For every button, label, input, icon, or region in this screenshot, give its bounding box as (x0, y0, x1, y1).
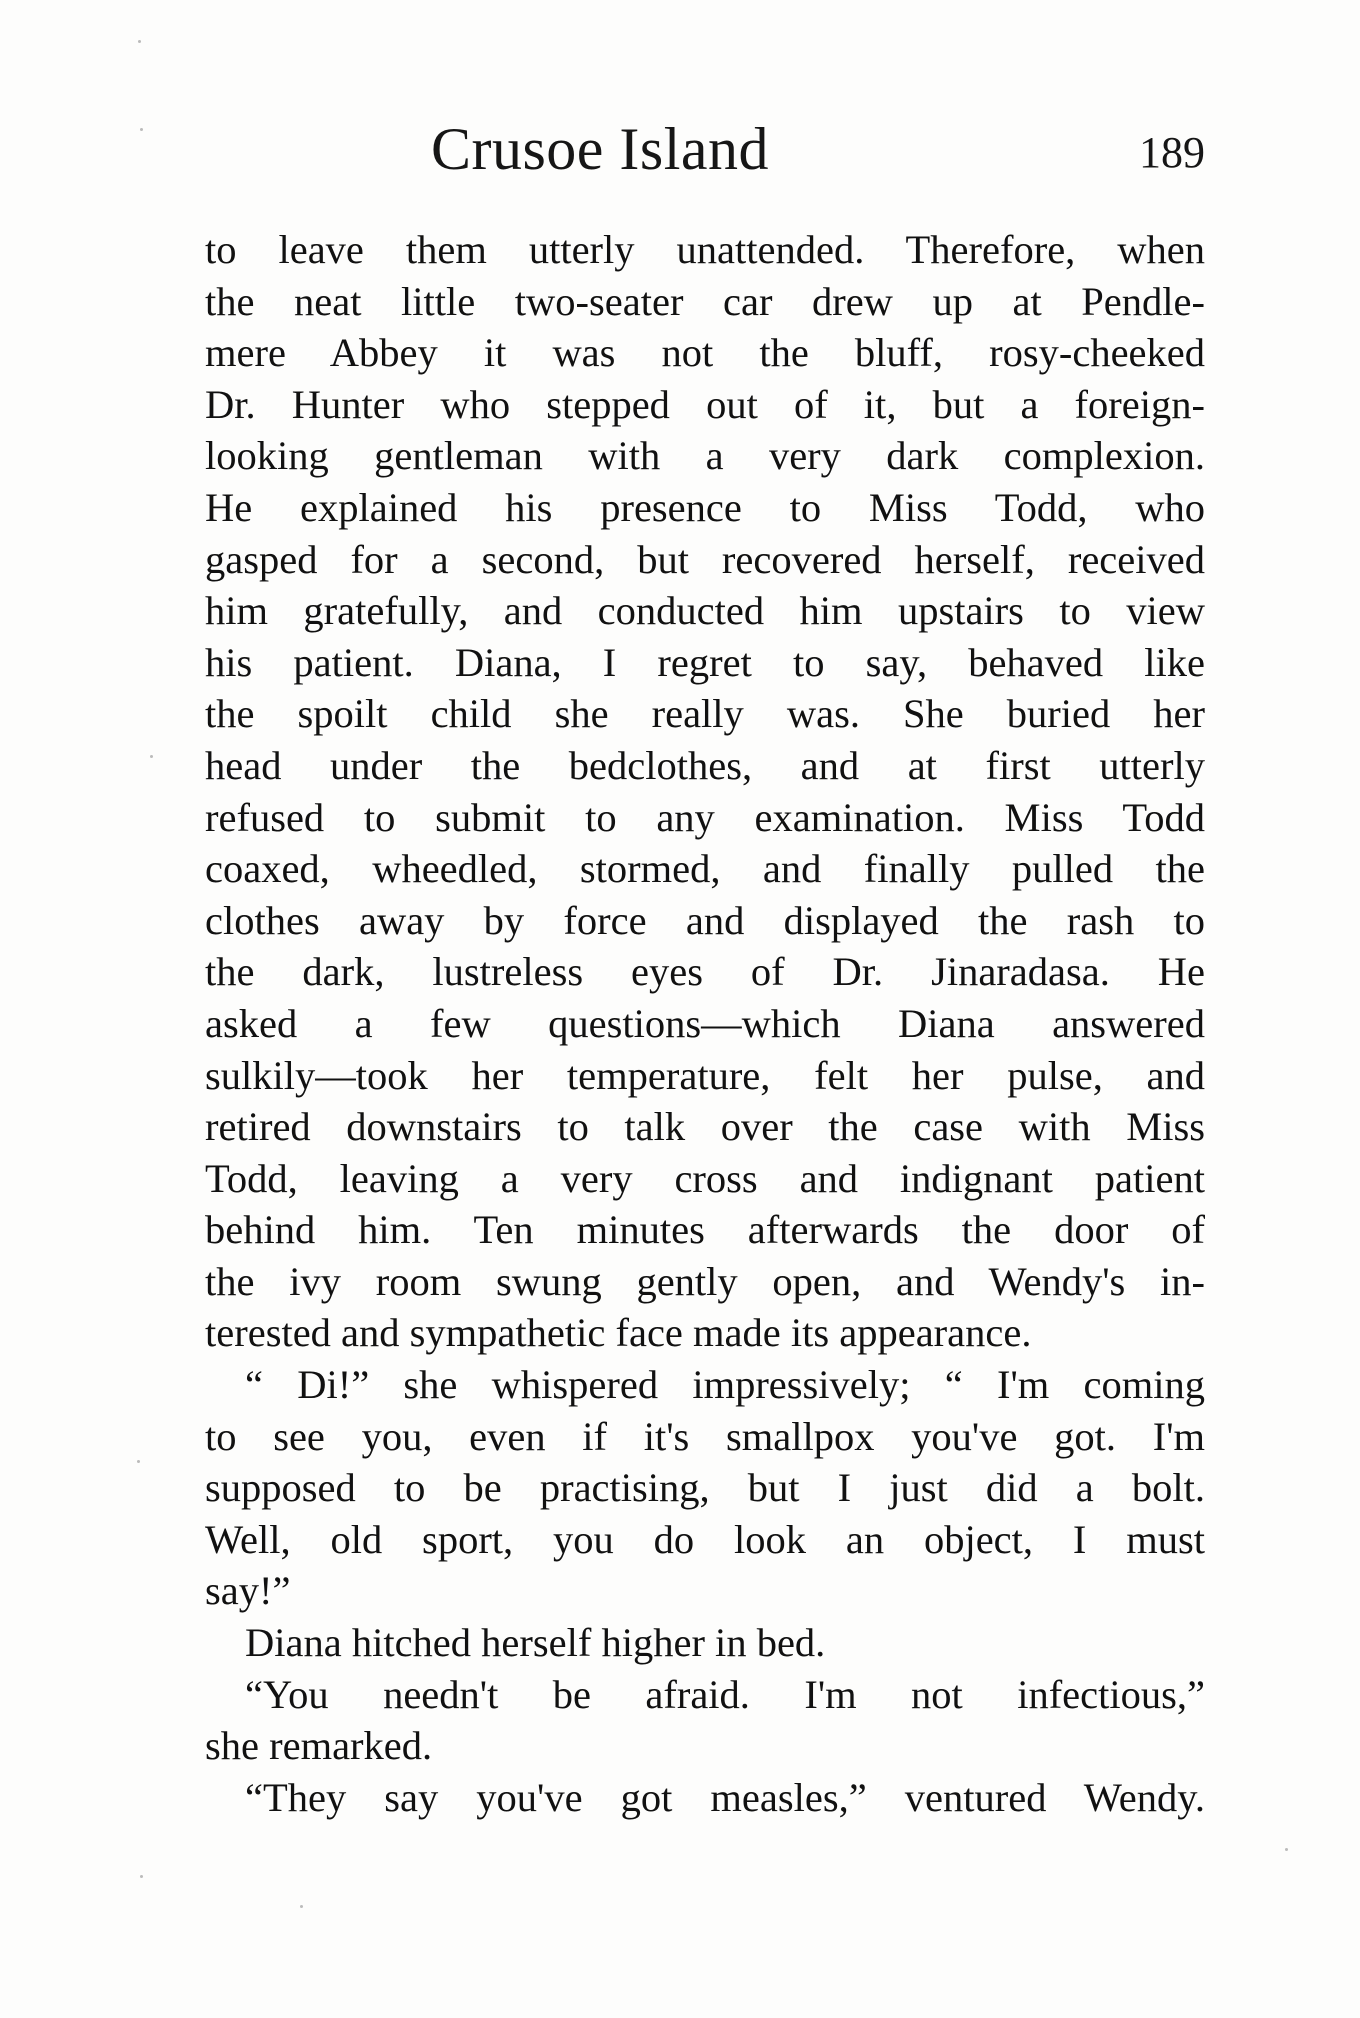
text-line: Dr. Hunter who stepped out of it, but a foreign- (205, 381, 1205, 427)
text-line: Todd, leaving a very cross and indignant patient (205, 1155, 1205, 1201)
paper-speck (150, 755, 153, 758)
text-line: head under the bedclothes, and at first utterly (205, 742, 1205, 788)
text-line: she remarked. (205, 1723, 433, 1769)
text-line: terested and sympathetic face made its appearance. (205, 1310, 1032, 1356)
text-line: his patient. Diana, I regret to say, behaved like (205, 639, 1205, 685)
text-line: mere Abbey it was not the bluff, rosy-cheeked (205, 330, 1205, 376)
text-line: He explained his presence to Miss Todd, who (205, 484, 1205, 530)
text-line: asked a few questions—which Diana answered (205, 1000, 1205, 1046)
paper-speck (140, 128, 143, 131)
text-line: him gratefully, and conducted him upstairs to view (205, 588, 1205, 634)
text-line: the spoilt child she really was. She buried her (205, 691, 1205, 737)
page-number: 189 (1139, 128, 1205, 177)
text-line: Diana hitched herself higher in bed. (245, 1620, 826, 1666)
text-line: refused to submit to any examination. Miss Todd (205, 794, 1205, 840)
paper-speck (138, 40, 141, 43)
body-text (205, 224, 1205, 1823)
text-line: gasped for a second, but recovered herself, received (205, 536, 1205, 582)
running-head-title: Crusoe Island (430, 116, 770, 182)
text-line: “ Di!” she whispered impressively; “ I'm coming (245, 1362, 1205, 1408)
text-line: the dark, lustreless eyes of Dr. Jinaradasa. He (205, 949, 1205, 995)
paper-speck (137, 1460, 140, 1463)
text-line: say!” (205, 1568, 291, 1614)
text-line: behind him. Ten minutes afterwards the door of (205, 1207, 1205, 1253)
text-line: to leave them utterly unattended. Therefore, when (205, 227, 1205, 272)
text-line: clothes away by force and displayed the rash to (205, 897, 1205, 943)
text-line: the neat little two-seater car drew up at Pendle- (205, 278, 1205, 324)
text-line: sulkily—took her temperature, felt her pulse, and (205, 1052, 1205, 1098)
text-line: looking gentleman with a very dark complexion. (205, 433, 1205, 479)
running-head (205, 115, 1205, 195)
text-line: “You needn't be afraid. I'm not infectious,” (245, 1671, 1205, 1717)
text-line: supposed to be practising, but I just did a bolt. (205, 1465, 1205, 1511)
text-line: coaxed, wheedled, stormed, and finally pulled the (205, 846, 1205, 892)
paper-speck (1285, 1848, 1288, 1851)
paper-speck (140, 1875, 143, 1878)
paper-speck (300, 1905, 303, 1908)
text-line: retired downstairs to talk over the case with Miss (205, 1104, 1205, 1150)
text-line: to see you, even if it's smallpox you've got. I'm (205, 1413, 1205, 1459)
text-line: “They say you've got measles,” ventured Wendy. (245, 1774, 1205, 1820)
text-line: the ivy room swung gently open, and Wendy's in- (205, 1258, 1205, 1304)
text-line: Well, old sport, you do look an object, I must (205, 1516, 1205, 1562)
